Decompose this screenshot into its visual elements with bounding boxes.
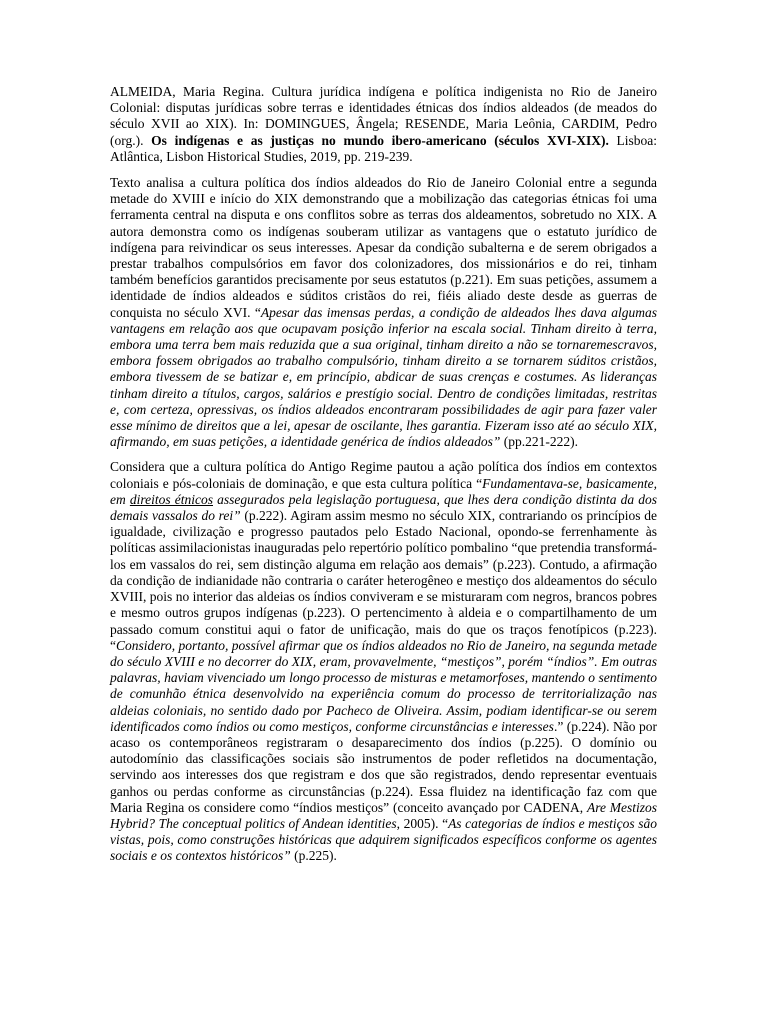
quote-part: Fundamentava-se, basicamente, em: [110, 475, 658, 507]
page-citation: (pp.221-222).: [500, 434, 578, 450]
reference-author: ALMEIDA, Maria Regina: [110, 84, 261, 99]
paragraph-text: .” (p.224). Não por acaso os contemporâneos registraram o desaparecimento dos índios (p.225). O domínio ou autodomínio das classificações sociais são instrumentos de poder refletidos na documentação, servindo aos interesses dos que registram e dos que são registrados, dendo representar eventuais ganhos ou perdas conforme as circunstâncias (p.224). Essa fluidez na identificação faz com que Maria Regina os considere como “índios mestiços” (conceito avançado por CADENA,: [110, 718, 657, 815]
quote-part: assegurados pela legislação portuguesa, que lhes dera condição distinta da dos demais vassalos do rei”: [110, 491, 657, 524]
cited-work-title: Are Mestizos Hybrid? The conceptual politics of Andean identities: [110, 799, 657, 831]
paragraph-text: Considera que a cultura política do Antigo Regime pautou a ação política dos índios em contextos coloniais e pós-coloniais de dominação, e que esta cultura política “: [110, 459, 657, 491]
paragraph-text: (p.222). Agiram assim mesmo no século XIX, contrariando os princípios de igualdade, civilização e progresso pautados pelo Estado Nacional, opondo-se ferrenhamente às políticas assimilacionistas inauguradas pelo repertório político pombalino “que pretendia transformá-los em vassalos do rei, sem distinção alguma em relação aos demais” (p.223). Contudo, a afirmação da condição de indianidade não contraria o caráter heterogêneo e mestiço dos aldeamentos do século XVIII, pois no interior das aldeias os índios conviveram e se misturaram com negros, brancos pobres e mesmo outros grupos indígenas (p.223). O pertencimento à aldeia e o compartilhamento de um passado comum constitui aqui o fator de unificação, mais do que os traços fenotípicos (p.223). “: [110, 508, 657, 653]
document-page: [110, 84, 657, 865]
paragraph-text: Texto analisa a cultura política dos índios aldeados do Rio de Janeiro Colonial entre a segunda metade do XVIII e início do XIX demonstrando que a mobilização das categorias étnicas foi uma ferramenta central na disputa e ons conflitos sobre as terras dos aldeamentos, sobretudo no XIX. A autora demonstra como os indígenas souberam utilizar as vantagens que o estatuto jurídico de indígena para reivindicar os seus interesses. Apesar da condição subalterna e de serem obrigados a prestar trabalhos compulsórios em favor dos colonizadores, dos missionários e do rei, tinham também benefícios garantidos precisamente por seus estatutos (p.221). Em suas petições, assumem a identidade de índios aldeados e súditos cristãos do rei, fiéis aliado deste desde as guerras de conquista no século XVI. “: [110, 175, 657, 320]
reference-book-title: Os indígenas e as justiças no mundo ibero-americano (séculos XVI-XIX).: [151, 132, 609, 148]
bibliographic-reference: ALMEIDA, Maria Regina. Cultura jurídica indígena e política indigenista no Rio de Janeiro Colonial: disputas jurídicas sobre terras e identidades étnicas dos índios aldeados (de meados do século XVII ao XIX). In: DOMINGUES, Ângela; RESENDE, Maria Leônia, CARDIM, Pedro (org.). Os indígenas e as justiças no mundo ibero-americano (séculos XVI-XIX). Lisboa: Atlântica, Lisbon Historical Studies, 2019, pp. 219-239.: [110, 84, 658, 164]
quote-italic: Considero, portanto, possível afirmar que os índios aldeados no Rio de Janeiro, na segunda metade do século XVIII e no decorrer do XIX, eram, provavelmente, “mestiços”, porém “índios”. Em outras palavras, haviam vivenciado um longo processo de misturas e metamorfoses, mantendo o sentimento de comunhão étnica desenvolvido na experiência comum do processo de territorialização nas aldeias coloniais, no sentido dado por Pacheco de Oliveira. Assim, podiam identificar-se ou serem identificados como índios ou como mestiços, conforme circunstâncias e interesses: [110, 637, 657, 734]
paragraph-text: , 2005). “: [396, 815, 449, 831]
quote-italic: Apesar das imensas perdas, a condição de aldeados lhes dava algumas vantagens em relação aos que ocupavam posição inferior na escala social. Tinham direito à terra, embora uma terra bem mais reduzida que a sua original, tinham direito a não se tornaremescravos, embora fossem obrigados ao trabalho compulsório, tinham direito a se tornarem súditos cristãos, embora tivessem de se batizar e, em princípio, abdicar de suas crenças e costumes. As lideranças tinham direito a títulos, cargos, salários e prestígio social. Dentro de condições limitadas, restritas e, com certeza, opressivas, os índios aldeados encontraram possibilidades de agir para fazer valer esse mínimo de direitos que a lei, apesar de oscilante, lhes garantia. Fizeram isso até ao século XIX, afirmando, em suas petições, a identidade genérica de índios aldeados”: [110, 304, 658, 450]
reference-title: Cultura jurídica indígena e política indigenista no Rio de Janeiro Colonial: disputas jurídicas sobre terras e identidades étnicas dos índios aldeados (de meados do século XVII ao XIX). In: DOMINGUES, Ângela; RESENDE, Maria Leônia, CARDIM, Pedro (org.).: [110, 84, 657, 148]
summary-paragraph-2: [110, 459, 657, 864]
summary-paragraph-1: [110, 175, 657, 450]
underlined-term: direitos étnicos: [129, 491, 213, 507]
page-citation: (p.225).: [290, 848, 337, 864]
reference-publisher: Lisboa: Atlântica, Lisbon Historical Studies, 2019, pp. 219-239.: [110, 132, 658, 164]
quote-italic: As categorias de índios e mestiços são vistas, pois, como construções históricas que adquirem significados específicos conforme os agentes sociais e os contextos históricos”: [110, 815, 657, 864]
